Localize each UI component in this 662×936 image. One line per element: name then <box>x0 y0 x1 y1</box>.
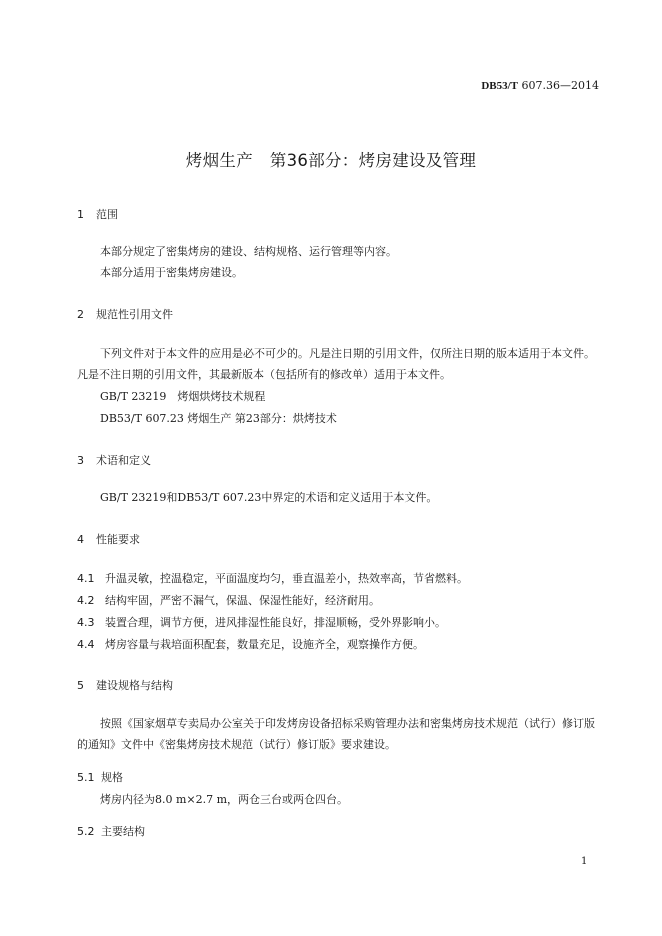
reference-db53t-607-23: DB53/T 607.23 烤烟生产 第23部分：烘烤技术 <box>100 412 337 425</box>
section-3-heading: 3 术语和定义 <box>77 454 151 467</box>
section-2-para: 下列文件对于本文件的应用是必不可少的。凡是注日期的引用文件，仅所注日期的版本适用于本文件。凡是不注日期的引用文件，其最新版本（包括所有的修改单）适用于本文件。 <box>77 347 595 381</box>
section-4-heading: 4 性能要求 <box>77 533 140 546</box>
requirement-4-3: 4.3 装置合理，调节方便，进风排湿性能良好，排湿顺畅，受外界影响小。 <box>77 616 446 629</box>
standard-number: DB53/T 607.36—2014 <box>481 79 599 92</box>
section-1-para-2: 本部分适用于密集烤房建设。 <box>100 266 243 279</box>
requirement-4-2: 4.2 结构牢固，严密不漏气，保温、保湿性能好，经济耐用。 <box>77 594 380 607</box>
section-2-heading: 2 规范性引用文件 <box>77 308 173 321</box>
reference-gbt-23219: GB/T 23219 烤烟烘烤技术规程 <box>100 390 266 403</box>
section-5-1-heading: 5.1 规格 <box>77 771 123 784</box>
section-5-para: 按照《国家烟草专卖局办公室关于印发烤房设备招标采购管理办法和密集烤房技术规范（试行）修订版的通知》文件中《密集烤房技术规范（试行）修订版》要求建设。 <box>77 717 595 751</box>
section-5-1-para: 烤房内径为8.0 m×2.7 m，两仓三台或两仓四台。 <box>100 793 349 806</box>
page-number: 1 <box>581 856 588 867</box>
requirement-4-4: 4.4 烤房容量与栽培面积配套，数量充足，设施齐全，观察操作方便。 <box>77 638 424 651</box>
section-3-para: GB/T 23219和DB53/T 607.23中界定的术语和定义适用于本文件。 <box>100 491 438 504</box>
section-5-heading: 5 建设规格与结构 <box>77 679 173 692</box>
document-title: 烤烟生产 第36部分：烤房建设及管理 <box>185 151 477 170</box>
section-1-para-1: 本部分规定了密集烤房的建设、结构规格、运行管理等内容。 <box>100 245 397 258</box>
requirement-4-1: 4.1 升温灵敏，控温稳定，平面温度均匀，垂直温差小，热效率高，节省燃料。 <box>77 572 468 585</box>
section-1-heading: 1 范围 <box>77 208 118 221</box>
section-5-2-heading: 5.2 主要结构 <box>77 825 145 838</box>
